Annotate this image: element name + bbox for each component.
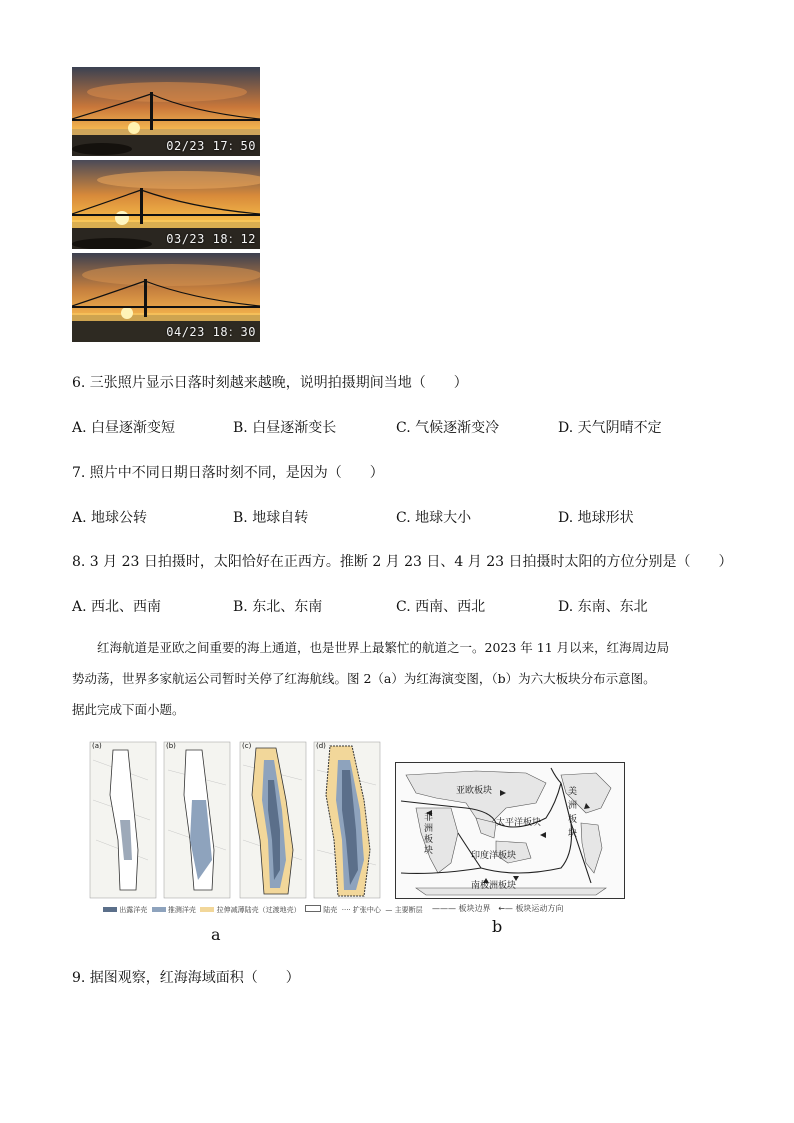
legend-item: 出露洋壳 <box>119 906 148 914</box>
sunset-photo-2 <box>72 160 260 249</box>
sunset-photo-1 <box>72 67 260 156</box>
red-sea-evolution-figure <box>88 740 382 920</box>
panel-label: (b) <box>166 742 176 750</box>
question-7-option-d[interactable]: D. 地球形状 <box>558 510 634 526</box>
question-8-option-c[interactable]: C. 西南、西北 <box>396 599 486 615</box>
question-6-option-c[interactable]: C. 气候逐渐变冷 <box>396 420 500 436</box>
legend-item: 板块运动方向 <box>515 904 564 913</box>
photo-timestamp: 03/23 18：12 <box>166 232 256 246</box>
panel-label: (a) <box>92 742 102 750</box>
figure-a-legend: 出露洋壳 推测洋壳 拉伸减薄陆壳（过渡地壳） 陆壳 ···· 扩张中心 — 主要断层 <box>103 905 423 915</box>
passage-line: 据此完成下面小题。 <box>72 702 185 717</box>
panel-label: (d) <box>316 742 326 750</box>
question-7-option-a[interactable]: A. 地球公转 <box>72 510 148 526</box>
question-6-stem: 6. 三张照片显示日落时刻越来越晚，说明拍摄期间当地（ ） <box>72 375 468 391</box>
figure-a-label: a <box>211 925 221 944</box>
plate-label-pacific: 太平洋板块 <box>496 818 542 828</box>
question-6-option-a[interactable]: A. 白昼逐渐变短 <box>72 420 176 436</box>
plate-label-antarctic: 南极洲板块 <box>471 881 517 891</box>
plate-label-african: 非洲板块 <box>424 813 434 856</box>
legend-item: 拉伸减薄陆壳（过渡地壳） <box>216 906 301 914</box>
question-7-stem: 7. 照片中不同日期日落时刻不同，是因为（ ） <box>72 465 384 481</box>
legend-item: 推测洋壳 <box>167 906 196 914</box>
question-7-option-c[interactable]: C. 地球大小 <box>396 510 472 526</box>
passage-line: 势动荡，世界多家航运公司暂时关停了红海航线。图 2（a）为红海演变图，（b）为六大板块分布示意图。 <box>72 671 656 686</box>
question-7-option-b[interactable]: B. 地球自转 <box>233 510 309 526</box>
question-6-option-d[interactable]: D. 天气阴晴不定 <box>558 420 662 436</box>
plate-map-figure <box>395 762 625 899</box>
legend-item: 陆壳 <box>323 906 338 914</box>
passage-line: 红海航道是亚欧之间重要的海上通道，也是世界上最繁忙的航道之一。2023 年 11 月以来，红海周边局 <box>97 640 670 655</box>
legend-item: 主要断层 <box>394 906 423 914</box>
sunset-photo-3 <box>72 253 260 342</box>
question-8-option-d[interactable]: D. 东南、东北 <box>558 599 648 615</box>
photo-timestamp: 04/23 18：30 <box>166 325 256 339</box>
figure-b-legend: ——— 板块边界 ←— 板块运动方向 <box>432 904 564 913</box>
plate-label-eurasian: 亚欧板块 <box>456 786 493 796</box>
question-8-option-a[interactable]: A. 西北、西南 <box>72 599 162 615</box>
figure-b-label: b <box>492 917 503 936</box>
panel-label: (c) <box>242 742 252 750</box>
photo-timestamp: 02/23 17：50 <box>166 139 256 153</box>
legend-item: 板块边界 <box>458 904 491 913</box>
question-8-stem: 8. 3 月 23 日拍摄时，太阳恰好在正西方。推断 2 月 23 日、4 月 23 日拍摄时太阳的方位分别是（ ） <box>72 554 733 570</box>
question-8-option-b[interactable]: B. 东北、东南 <box>233 599 323 615</box>
reading-passage <box>72 632 722 725</box>
plate-label-indian: 印度洋板块 <box>471 851 517 861</box>
question-6-option-b[interactable]: B. 白昼逐渐变长 <box>233 420 337 436</box>
plate-label-american: 美洲板块 <box>568 787 578 839</box>
legend-item: 扩张中心 <box>352 906 381 914</box>
question-9-stem: 9. 据图观察，红海海域面积（ ） <box>72 970 300 986</box>
